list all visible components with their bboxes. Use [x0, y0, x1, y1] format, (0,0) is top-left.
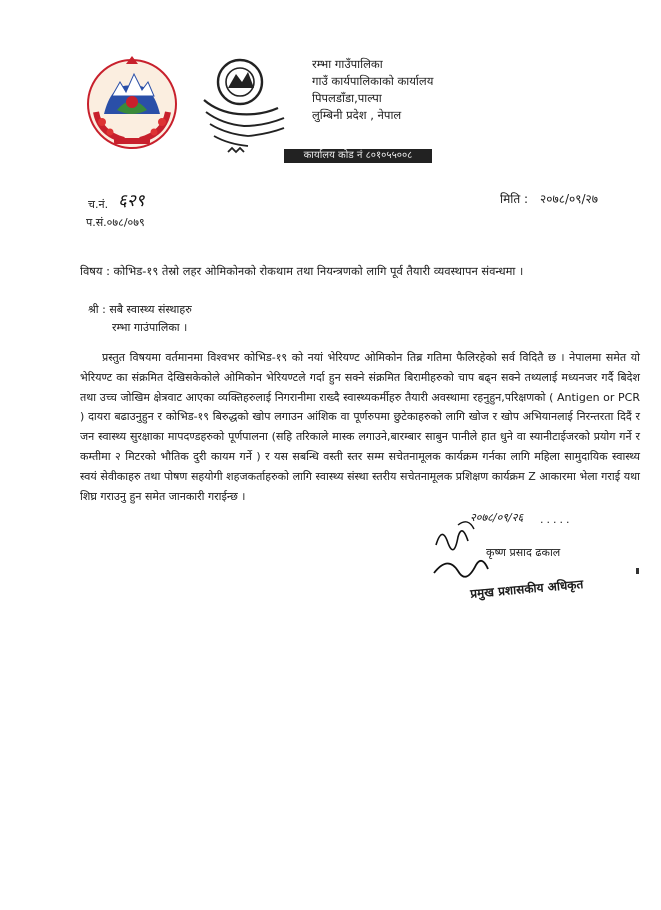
signatory-name: कृष्ण प्रसाद ढकाल — [486, 546, 561, 559]
subject-line: विषय : कोभिड-१९ तेस्रो लहर ओमिकोनको रोकथाम तथा नियन्त्रणको लागि पूर्व तैयारी व्यवस्थापन संवन्धमा । — [80, 264, 524, 278]
signature-date: २०७८/०९/२६ — [470, 511, 524, 524]
date-value: २०७८/०९/२७ — [540, 192, 599, 206]
header-line-4: लुम्बिनी प्रदेश , नेपाल — [312, 108, 402, 122]
signatory-title-stamp: प्रमुख प्रशासकीय अधिकृत — [469, 577, 584, 601]
cha-number-value: ६२९ — [118, 191, 145, 211]
header-line-3: पिपलडाँडा,पाल्पा — [312, 91, 382, 105]
recipient-line-2: रम्भा गाउंपालिका । — [112, 321, 188, 334]
cha-number-label: च.नं. — [88, 198, 109, 211]
nepal-government-emblem — [82, 52, 182, 152]
header-line-2: गाउँ कार्यपालिकाको कार्यालय — [312, 74, 434, 88]
office-seal-stamp — [198, 52, 294, 160]
mark — [636, 568, 639, 574]
signature-dots: ..... — [540, 513, 573, 526]
office-code-box: कार्यालय कोड नं ८०१०५५००८ — [284, 149, 432, 163]
fiscal-year: प.सं.०७८/०७९ — [86, 216, 145, 229]
date-label: मिति : — [500, 192, 529, 206]
header-line-1: रम्भा गाउँपालिका — [312, 57, 383, 71]
recipient-line-1: श्री : सबै स्वास्थ्य संस्थाहरु — [88, 303, 192, 316]
letter-body: प्रस्तुत विषयमा वर्तमानमा विश्वभर कोभिड-१९ को नयां भेरियण्ट ओमिकोन तिब्र गतिमा फैलिरहेको सर्व विदितै छ । नेपालमा समेत यो भेरियण्ट का संक्रमित देखिसकेकोले ओमिकोन भेरियण्टले गर्दा हुन सक्ने संक्रमित बिरामीहरुको चाप बढ्न सक्ने तथ्यलाई मध्यनजर गर्दै बिदेश तथा उच्च जोखिम क्षेत्रवाट आएका व्यक्तिहरुलाई निगरानीमा राख्दै स्वास्थ्यकर्मीहरु तैयारी अवस्थामा रहनुहुन,परिक्षणको ( Antigen or PCR ) दायरा बढाउनुहुन र कोभिड-१९ बिरुद्धको खोप लगाउन आंशिक वा पूर्णरुपमा छुटेकाहरुको लागि खोज र खोप अभियानलाई निरन्तरता दिदैं र जन स्वास्थ्य सुरक्षाका मापदण्डहरुको पूर्णपालना (सहि तरिकाले मास्क लगाउने,बारम्बार साबुन पानीले हात धुने वा स्यानीटाईजरको प्रयोग गर्ने र कम्तीमा २ मिटरको भौतिक दुरी कायम गर्ने ) र यस सबन्धि वस्ती स्तर सम्म सचेतनामूलक कार्यक्रम गर्नका लागि महिला सामुदायिक स्वास्थ्य स्वयं सेवीकाहरु तथा पोषण सहयोगी शहजकर्ताहरुको लागि स्वास्थ्य संस्था स्तरीय सचेतनामूलक प्रशिक्षण कार्यक्रम Z आकारमा भेला गराई यथा शिघ्र गराउनु हुन समेत जानकारी गराईन्छ । — [80, 351, 640, 503]
